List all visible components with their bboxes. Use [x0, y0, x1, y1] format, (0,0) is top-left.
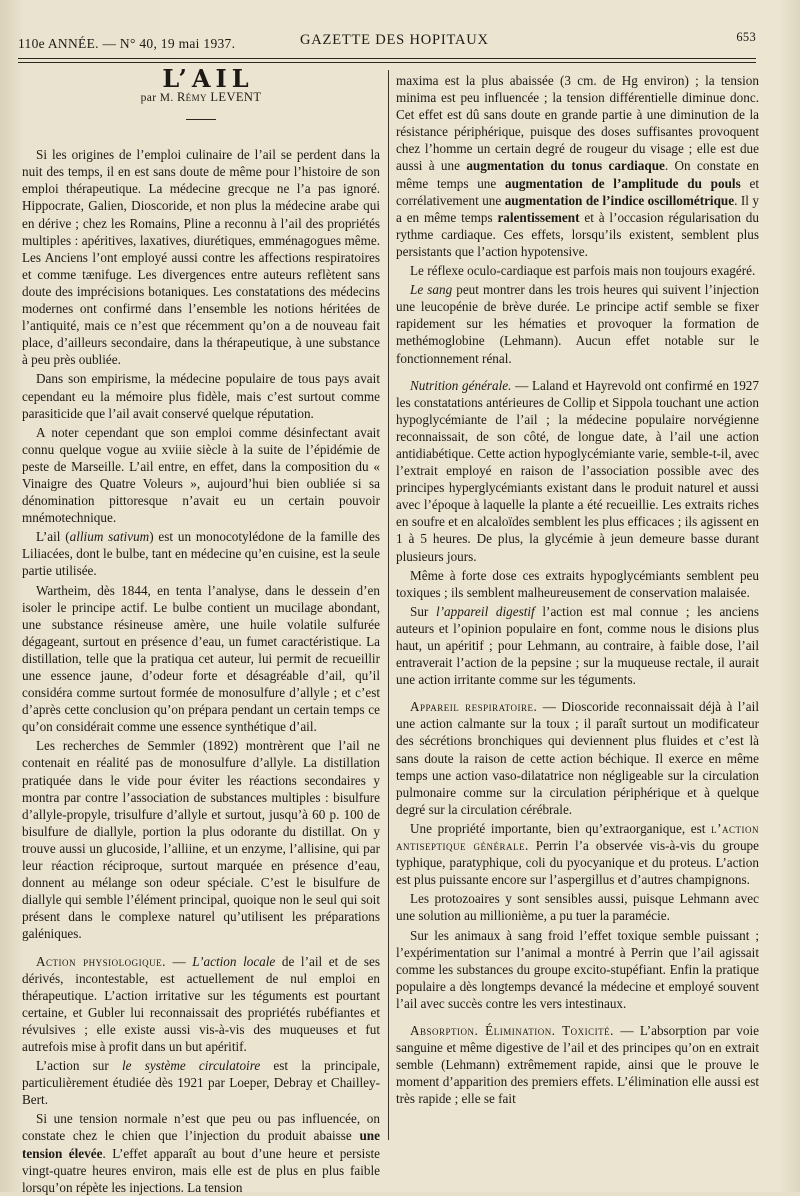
bold-term: augmentation de l’indice oscillométrique — [504, 192, 735, 208]
spacer — [396, 367, 759, 377]
text-run: — Dioscoride reconnaissait déjà à l’ail une action calmante sur la toux ; il paraît surtout un modificateur des sécrétions bronchiques qui deviennent plus fluides et c’est là sans doute la raison de cette action béchique. Il exerce en même temps une action vaso-dilatatrice non négligeable sur la circulation pulmonaire comme sur la circulation périphérique et à quelque degré sur la circulation cérébrale. — [396, 699, 759, 817]
bold-term: augmentation de l’amplitude du pouls — [504, 175, 741, 191]
text-run: de l’ail et de ses dérivés, incontestable, est actuellement de nul emploi en thérapeutique. L’action irritative sur les téguments est pourtant certaine, et Gubler lui reconnaissait des propriétés rubéfiantes et révulsives ; elle existe aussi vis-à-vis des muqueuses et fut autrefois mise à profit dans un but apéritif. — [22, 953, 381, 1054]
section-paragraph — [396, 1022, 759, 1107]
issue-line: 110e ANNÉE. — N° 40, 19 mai 1937. — [18, 36, 236, 51]
italic-term: l’appareil digestif — [435, 603, 535, 619]
italic-term: le système circulatoire — [121, 1058, 261, 1074]
latin-name: allium sativum — [69, 529, 150, 545]
paragraph: Si les origines de l’emploi culinaire de l’ail se perdent dans la nuit des temps, il en est sans doute de même pour l’histoire de son emploi thérapeutique. La médecine grecque ne l’a pas ignoré. Hippocrate, Galien, Dioscoride, et non plus la médecine arabe qui en dérive ; chez les Romains, Pline a reconnu à l’ail des propriétés multiples : apéritives, laxatives, diurétiques, emménagogues même. Les Anciens l’ont employé aussi contre les affections respiratoires et comme tænifuge. Les divergences entre auteurs reflètent sans doute des imprécisions botaniques. Les constatations des médecins modernes ont confirmé dans l’ensemble les notions héritées de l’antiquité, mais ce n’est que récemment qu’on a de nouveau fait place, d’ailleurs secondaire, dans la thérapeutique, à une substance à peu près oubliée. — [22, 147, 380, 368]
page-number: 653 — [736, 30, 756, 44]
spacer — [396, 688, 759, 698]
text-run: — L’absorption par voie sanguine et même digestive de l’ail et des principes qu’on en extrait semble (Lehmann) extrêmement rapide, ainsi que le prouve le moment d’apparition des premiers effets. L’élimination elle aussi est très rapide ; elle se fait — [396, 1022, 760, 1107]
section-paragraph — [396, 377, 759, 565]
paragraph: Même à forte dose ces extraits hypoglycémiants semblent peu toxiques ; ils semblent malheureusement de conservation malaisée. — [396, 567, 759, 600]
header-rule-thin — [18, 62, 756, 63]
paragraph — [396, 820, 759, 888]
text-run: et à l’occasion régularisation du rythme cardiaque. Ces effets, lorsqu’ils existent, semblent plus persistants que l’action hypotensive. — [396, 209, 759, 259]
italic-term: L’action locale — [192, 953, 276, 969]
bold-term: augmentation du tonus cardiaque — [466, 158, 665, 174]
text-run: et corrélativement une — [396, 175, 759, 208]
bold-term: ralentissement — [497, 209, 580, 225]
section-paragraph — [22, 953, 380, 1056]
section-paragraph — [396, 698, 759, 818]
spacer — [396, 1012, 759, 1022]
spacer — [22, 943, 380, 953]
italic-term: Nutrition générale. — [410, 377, 512, 393]
paragraph — [22, 1110, 380, 1195]
article-title: L’AIL — [162, 64, 254, 93]
text-run: — — [165, 953, 193, 969]
paragraph — [396, 281, 759, 366]
text-run: ) est un monocotylédone de la famille des Liliacées, dont le bulbe, tant en médecine qu’en cuisine, est la seule partie utilisée. — [22, 529, 381, 579]
paragraph: Sur les animaux à sang froid l’effet toxique semble puissant ; l’expérimentation sur l’animal a montré à Perrin que l’ail agissait comme les substances du groupe excito-stupéfiant. Enfin la pratique populaire a dès longtemps devancé la médecine et employé souvent l’ail avec succès contre les vers intestinaux. — [396, 927, 759, 1011]
author-name: Rémy LEVENT — [176, 90, 262, 105]
section-heading: Absorption. Élimination. Toxicité. — [410, 1022, 614, 1038]
paragraph: Les protozoaires y sont sensibles aussi, puisque Lehmann avec une solution au millionième, a pu tuer la paramécie. — [396, 891, 759, 924]
italic-term: Le sang — [410, 282, 453, 298]
page-header — [18, 30, 756, 56]
text-run: — Laland et Hayrevold ont confirmé en 1927 les constatations antérieures de Collip et Sippola touchant une action hypoglycémiante de l’ail ; la médecine populaire norvégienne reconnaissait, de son côté, de longue date, à l’ail une action antidiabétique. Cette action hypoglycémiante varie, semble-t-il, avec l’extrait employé en raison de l’association possible avec des principes hyperglycémiants existant dans le produit naturel et aussi avec l’époque à laquelle la plante a été recueillie. Les extraits riches en soufre et en alcaloïdes semblent les plus efficaces ; ils agissent en 1 à 5 heures. De plus, la glycémie à jeun demeure basse durant plusieurs jours. — [396, 377, 759, 564]
column-separator — [388, 70, 389, 1140]
paragraph: Dans son empirisme, la médecine populaire de tous pays avait cependant eu la mémoire plus fidèle, mais c’est surtout comme parasiticide que l’ail avait conservé quelque réputation. — [22, 371, 380, 421]
text-run: . L’effet apparaît au bout d’une heure et persiste vingt-quatre heures environ, mais elle est de plus en plus faible lorsqu’on répète les injections. La tension — [22, 1145, 380, 1195]
text-run: . On constate en même temps une — [396, 158, 759, 191]
text-run: peut montrer dans les trois heures qui suivent l’injection une leucopénie de brève durée. Le principe actif semble se fixer rapidement sur les hématies et provoquer la formation de methémoglobine (Lehmann). Aucun effet notable sur le fonctionnement rénal. — [396, 282, 759, 366]
text-run: Perrin l’a observée vis-à-vis du groupe typhique, paratyphique, coli du pyocyanique et du proteus. L’action est plus puissante encore sur l’aspergillus et d’autres champignons. — [396, 838, 759, 888]
byline — [22, 89, 380, 107]
text-run: Sur — [410, 603, 436, 619]
text-run: Si une tension normale n’est que peu ou pas influencée, on constate chez le chien que l’injection du produit abaisse — [22, 1111, 380, 1144]
small-caps-term: l’action antiseptique générale. — [396, 820, 759, 854]
section-heading: Appareil respiratoire. — [410, 699, 538, 715]
byline-prefix: par M. — [140, 92, 174, 105]
text-run: maxima est la plus abaissée (3 cm. de Hg environ) ; la tension minima est peu influencée ; la tension différentielle diminue donc. Cet effet est dû sans doute en grande partie à une diminution de la résistance périphérique, puisque des doses suffisantes provoquent chez l’homme un certain degré de rougeur du visage ; elle est due aussi à une — [396, 73, 759, 174]
paragraph — [396, 603, 759, 688]
paragraph: Wartheim, dès 1844, en tenta l’analyse, dans le dessein d’en isoler le principe actif. Le bulbe contient un mucilage abondant, une substance résineuse amère, une huile volatile sulfurée dégageant, surtout en présence d’eau, un fumet caractéristique. La distillation, telle que la pratiqua cet auteur, lui permit de recueillir une essence jaune, d’odeur forte et désagréable d’ail, qu’il considéra comme surtout formée de monosulfure d’allyle ; et c’est d’après cette conclusion qu’on prépara pendant un certain temps ce qu’on considérait comme une essence synthétique d’ail. — [22, 582, 380, 735]
section-heading: Action physiologique. — [36, 953, 166, 969]
text-run: est la principale, particulièrement étudiée dès 1921 par Loeper, Debray et Chailley-Bert. — [22, 1058, 380, 1108]
bold-term: une tension élevée — [22, 1128, 380, 1161]
text-run: l’action est mal connue ; les anciens auteurs et l’opinion populaire en font, comme nous le disions plus haut, un apéritif ; pour Lehmann, au contraire, à faible dose, l’ail entraverait l’action de la pepsine ; sur la muqueuse rectale, il aurait une action irritante comme sur les téguments. — [396, 603, 759, 688]
text-run: L’ail ( — [36, 529, 70, 545]
paragraph — [22, 1057, 380, 1108]
journal-title: GAZETTE DES HOPITAUX — [300, 32, 489, 48]
left-column — [22, 64, 381, 1196]
paragraph — [22, 528, 380, 579]
text-run: Une propriété importante, bien qu’extraorganique, est — [410, 820, 712, 836]
paragraph: Les recherches de Semmler (1892) montrèrent que l’ail ne contenait en réalité pas de monosulfure d’allyle. La distillation pratiquée dans le vide pour éviter les réactions secondaires y montra par contre l’association de substances multiples : bisulfure d’allyle-propyle, trisulfure d’allyle et surtout, jusqu’à 60 p. 100 de bisulfure de diallyle, portion la plus odorante du distillat. On y trouve aussi un glucoside, l’alliine, et un enzyme, l’allisine, qui par leur réaction réciproque, surtout marquée en présence d’eau, donnent au mélange son odeur spéciale. C’est le bisulfure de diallyle qui semble l’élément principal, quoique non le seul qui soit présent dans le complexe naturel qu’utilisent les préparations galéniques. — [22, 738, 380, 942]
text-run: . Il y a en même temps — [396, 192, 759, 225]
paragraph: A noter cependant que son emploi comme désinfectant avait connu quelque vogue au xviiie siècle à la suite de l’épidémie de peste de Marseille. L’ail entre, en effet, dans la composition du « Vinaigre des Quatre Voleurs », aujourd’hui bien oubliée si sa dénomination pittoresque n’avait eu un certain pouvoir mnémotechnique. — [22, 424, 380, 526]
right-column — [396, 72, 759, 1107]
header-rule-thick — [18, 58, 756, 59]
paragraph: Le réflexe oculo-cardiaque est parfois mais non toujours exagéré. — [410, 263, 756, 279]
paragraph — [396, 72, 759, 260]
title-rule — [186, 119, 216, 120]
text-run: L’action sur — [36, 1058, 122, 1074]
